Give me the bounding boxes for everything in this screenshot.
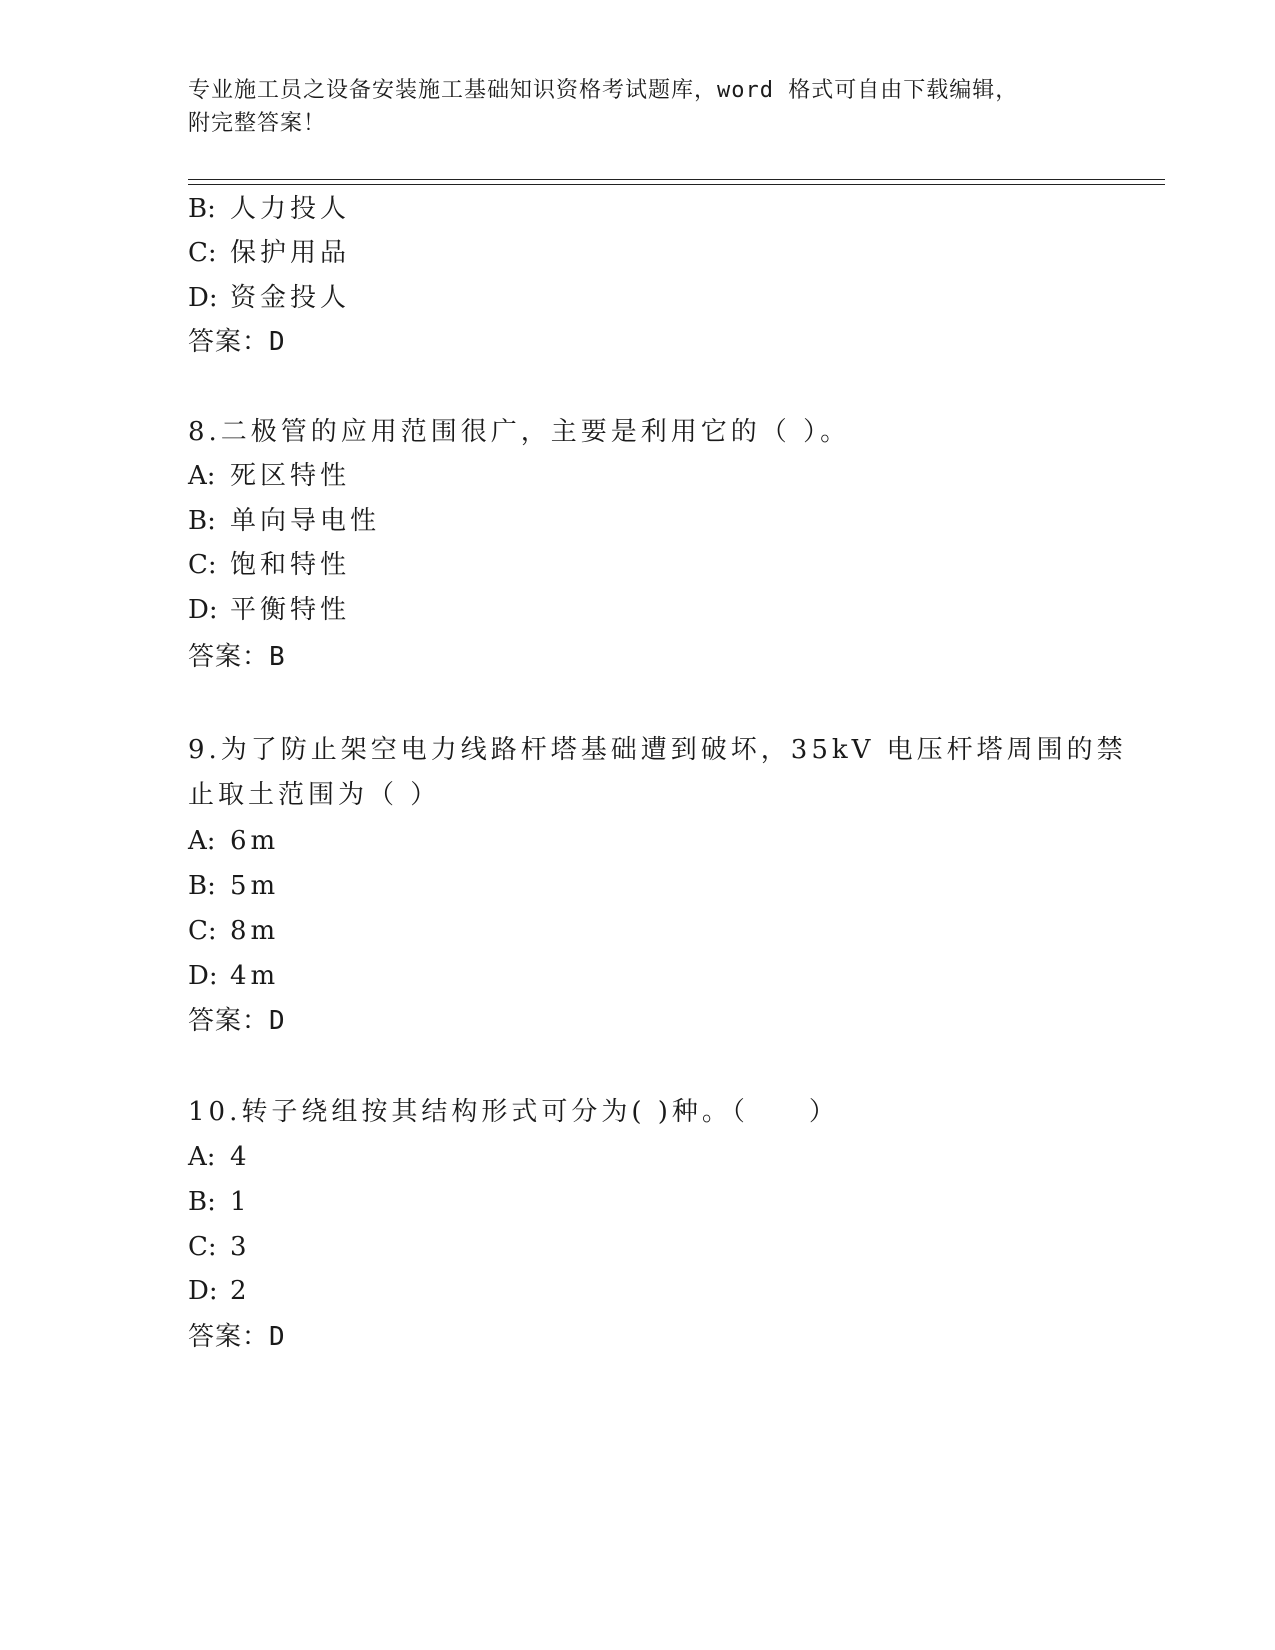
option-text: 6m [230,826,280,856]
option-letter: C: [188,1232,217,1262]
option-a [188,824,279,858]
header-line-1: 专业施工员之设备安装施工基础知识资格考试题库，word 格式可自由下载编辑， [188,78,1019,103]
answer: 答案：D [188,1322,286,1352]
option-text: 单向导电性 [230,506,381,536]
option-letter: B: [188,871,216,901]
option-text: 死区特性 [230,461,351,491]
option-d [188,593,350,627]
question-stem-continued: 止取土范围为（ ） [188,780,441,810]
header-line-2: 附完整答案！ [188,111,327,136]
option-text: 4 [230,1142,251,1172]
option-c [188,548,350,582]
option-letter: D: [188,1276,218,1306]
question-stem: 10.转子绕组按其结构形式可分为( )种。（ ） [188,1097,839,1127]
answer: 答案：B [188,642,286,672]
question-stem: 8.二极管的应用范围很广，主要是利用它的（ ）。 [188,417,851,447]
option-letter: A: [188,461,216,491]
option-letter: B: [188,194,216,224]
header-rule-top [188,179,1165,180]
option-letter: C: [188,238,217,268]
option-letter: D: [188,595,218,625]
option-c [188,1230,251,1264]
option-c [188,236,350,270]
option-text: 2 [230,1276,251,1306]
option-text: 资金投人 [230,283,351,313]
option-letter: D: [188,961,218,991]
option-b [188,192,350,226]
document-header [188,74,1088,140]
option-b [188,504,380,538]
option-letter: C: [188,916,217,946]
option-d [188,959,279,993]
option-a [188,459,350,493]
option-text: 平衡特性 [230,595,351,625]
option-b [188,869,279,903]
option-text: 4m [230,961,280,991]
question-stem: 9.为了防止架空电力线路杆塔基础遭到破坏，35kV 电压杆塔周围的禁 [188,735,1127,765]
option-letter: A: [188,1142,216,1172]
option-text: 人力投人 [230,194,351,224]
option-text: 5m [230,871,280,901]
option-d [188,281,350,315]
answer: 答案：D [188,1006,286,1036]
option-letter: B: [188,1187,216,1217]
option-text: 保护用品 [230,238,351,268]
option-c [188,914,279,948]
option-b [188,1185,251,1219]
option-letter: C: [188,550,217,580]
option-letter: D: [188,283,218,313]
option-text: 1 [230,1187,251,1217]
header-rule-bottom [188,184,1165,185]
option-letter: B: [188,506,216,536]
option-letter: A: [188,826,216,856]
option-text: 8m [230,916,280,946]
option-d [188,1274,251,1308]
answer: 答案：D [188,327,286,357]
option-a [188,1140,251,1174]
option-text: 饱和特性 [230,550,351,580]
option-text: 3 [230,1232,251,1262]
